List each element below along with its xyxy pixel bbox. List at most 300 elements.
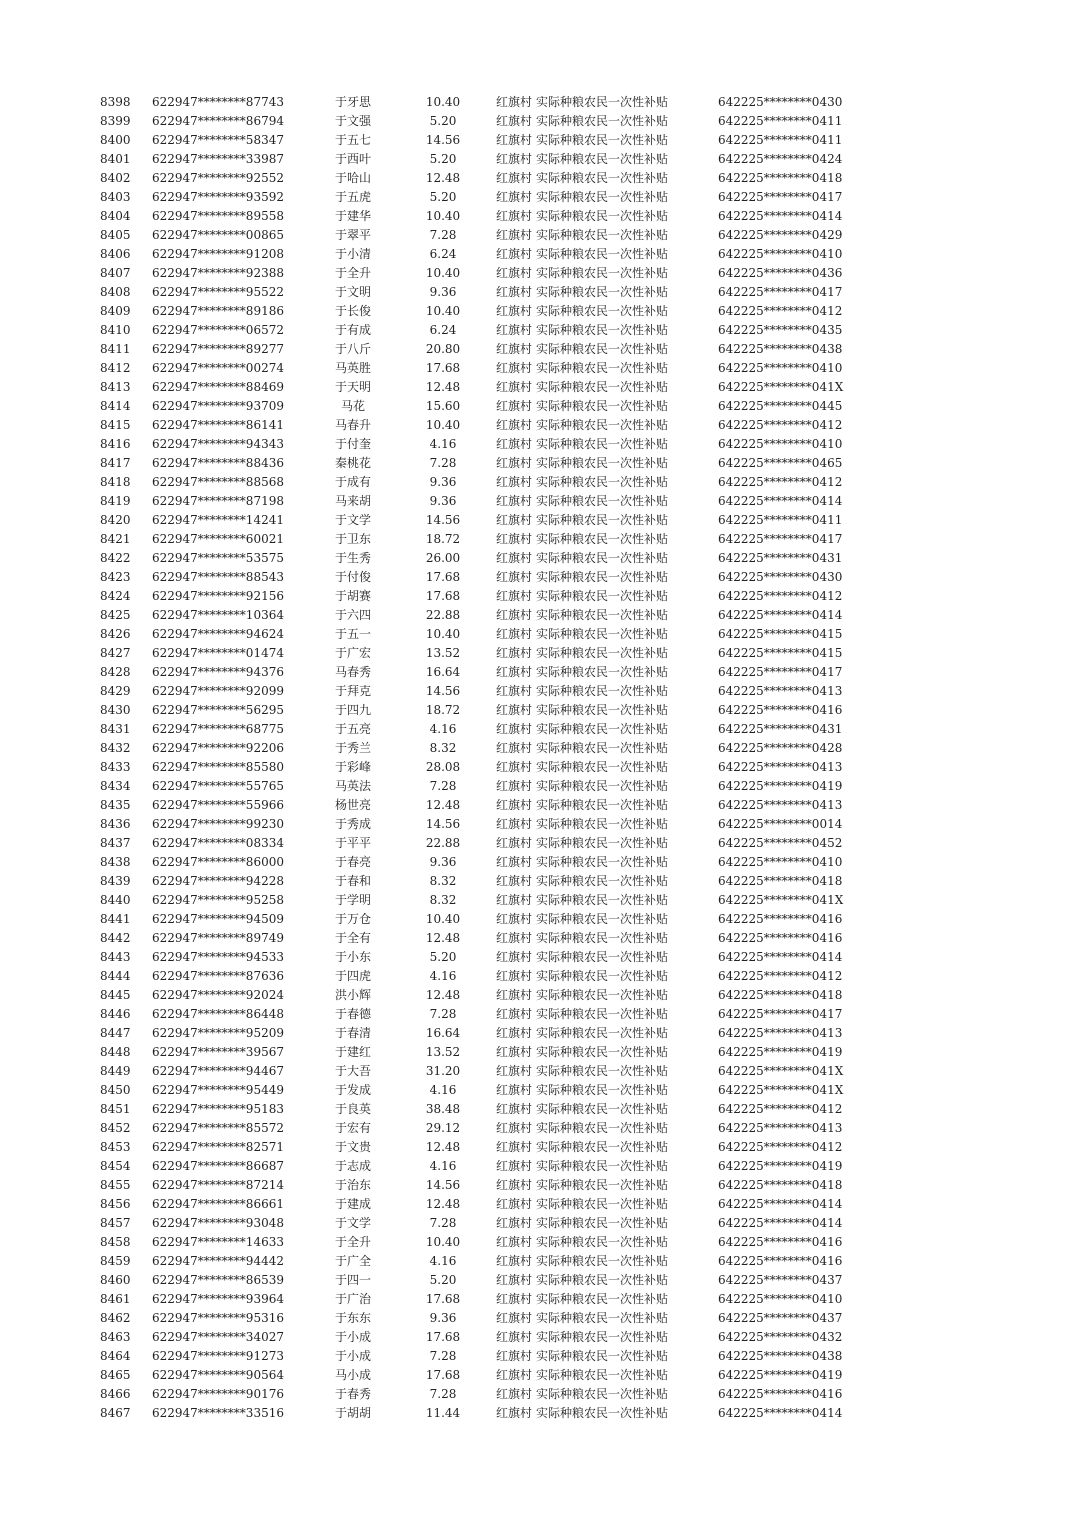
table-row <box>100 1309 858 1328</box>
recipient-name: 于春和 <box>334 874 371 888</box>
id-number: 642225********0429 <box>718 228 843 242</box>
subsidy-amount: 20.80 <box>425 342 461 356</box>
id-number: 642225********0410 <box>718 361 843 375</box>
subsidy-amount: 9.36 <box>429 1311 457 1325</box>
table-row <box>100 663 858 682</box>
id-number: 642225********0431 <box>718 722 843 736</box>
card-number: 622947********60021 <box>152 532 284 546</box>
subsidy-type: 实际种粮农民一次性补贴 <box>536 209 669 223</box>
subsidy-type: 实际种粮农民一次性补贴 <box>536 608 669 622</box>
subsidy-type: 实际种粮农民一次性补贴 <box>536 171 669 185</box>
recipient-name: 于宏有 <box>334 1121 371 1135</box>
village-name: 红旗村 <box>495 703 532 717</box>
table-row <box>100 739 858 758</box>
row-number: 8405 <box>100 228 131 242</box>
table-row <box>100 682 858 701</box>
table-row <box>100 245 858 264</box>
table-row <box>100 606 858 625</box>
subsidy-type: 实际种粮农民一次性补贴 <box>536 1178 669 1192</box>
id-number: 642225********0410 <box>718 437 843 451</box>
table-row <box>100 1328 858 1347</box>
row-number: 8413 <box>100 380 131 394</box>
subsidy-type: 实际种粮农民一次性补贴 <box>536 570 669 584</box>
subsidy-amount: 16.64 <box>425 1026 461 1040</box>
recipient-name: 于文明 <box>334 285 371 299</box>
village-name: 红旗村 <box>495 1026 532 1040</box>
row-number: 8465 <box>100 1368 131 1382</box>
subsidy-type: 实际种粮农民一次性补贴 <box>536 855 669 869</box>
table-row <box>100 378 858 397</box>
row-number: 8427 <box>100 646 131 660</box>
row-number: 8422 <box>100 551 131 565</box>
subsidy-type: 实际种粮农民一次性补贴 <box>536 513 669 527</box>
card-number: 622947********94228 <box>152 874 284 888</box>
village-name: 红旗村 <box>495 1121 532 1135</box>
village-name: 红旗村 <box>495 133 532 147</box>
recipient-name: 于秀成 <box>334 817 371 831</box>
recipient-name: 于春德 <box>334 1007 371 1021</box>
table-row <box>100 321 858 340</box>
row-number: 8440 <box>100 893 131 907</box>
row-number: 8416 <box>100 437 131 451</box>
recipient-name: 于付奎 <box>334 437 371 451</box>
subsidy-type: 实际种粮农民一次性补贴 <box>536 665 669 679</box>
recipient-name: 于胡胡 <box>334 1406 371 1420</box>
subsidy-amount: 12.48 <box>425 988 461 1002</box>
id-number: 642225********0416 <box>718 912 843 926</box>
id-number: 642225********0419 <box>718 779 843 793</box>
row-number: 8448 <box>100 1045 131 1059</box>
village-name: 红旗村 <box>495 494 532 508</box>
table-body <box>100 93 858 1423</box>
village-name: 红旗村 <box>495 266 532 280</box>
recipient-name: 于广宏 <box>334 646 371 660</box>
village-name: 红旗村 <box>495 304 532 318</box>
subsidy-amount: 14.56 <box>425 817 461 831</box>
table-row <box>100 644 858 663</box>
subsidy-type: 实际种粮农民一次性补贴 <box>536 1235 669 1249</box>
card-number: 622947********86539 <box>152 1273 284 1287</box>
subsidy-amount: 8.32 <box>429 874 457 888</box>
row-number: 8439 <box>100 874 131 888</box>
card-number: 622947********92206 <box>152 741 284 755</box>
recipient-name: 于五亮 <box>334 722 371 736</box>
row-number: 8407 <box>100 266 131 280</box>
recipient-name: 于哈山 <box>334 171 371 185</box>
id-number: 642225********0418 <box>718 874 843 888</box>
subsidy-type: 实际种粮农民一次性补贴 <box>536 342 669 356</box>
recipient-name: 马春升 <box>334 418 371 432</box>
card-number: 622947********85580 <box>152 760 284 774</box>
card-number: 622947********95522 <box>152 285 284 299</box>
subsidy-amount: 38.48 <box>425 1102 461 1116</box>
recipient-name: 于长俊 <box>334 304 371 318</box>
subsidy-type: 实际种粮农民一次性补贴 <box>536 1349 669 1363</box>
recipient-name: 于志成 <box>334 1159 371 1173</box>
card-number: 622947********89558 <box>152 209 284 223</box>
card-number: 622947********55765 <box>152 779 284 793</box>
card-number: 622947********94343 <box>152 437 284 451</box>
table-row <box>100 416 858 435</box>
table-row <box>100 530 858 549</box>
table-row <box>100 207 858 226</box>
subsidy-amount: 10.40 <box>425 1235 461 1249</box>
card-number: 622947********86141 <box>152 418 284 432</box>
village-name: 红旗村 <box>495 1045 532 1059</box>
id-number: 642225********0413 <box>718 760 843 774</box>
subsidy-amount: 9.36 <box>429 855 457 869</box>
card-number: 622947********95209 <box>152 1026 284 1040</box>
subsidy-type: 实际种粮农民一次性补贴 <box>536 722 669 736</box>
card-number: 622947********00274 <box>152 361 284 375</box>
row-number: 8466 <box>100 1387 131 1401</box>
subsidy-type: 实际种粮农民一次性补贴 <box>536 1254 669 1268</box>
row-number: 8424 <box>100 589 131 603</box>
village-name: 红旗村 <box>495 209 532 223</box>
id-number: 642225********0410 <box>718 855 843 869</box>
table-row <box>100 701 858 720</box>
recipient-name: 于生秀 <box>334 551 371 565</box>
table-row <box>100 758 858 777</box>
card-number: 622947********06572 <box>152 323 284 337</box>
subsidy-amount: 4.16 <box>429 722 457 736</box>
subsidy-type: 实际种粮农民一次性补贴 <box>536 1064 669 1078</box>
card-number: 622947********86448 <box>152 1007 284 1021</box>
village-name: 红旗村 <box>495 931 532 945</box>
id-number: 642225********0414 <box>718 1197 843 1211</box>
row-number: 8409 <box>100 304 131 318</box>
id-number: 642225********041X <box>718 1064 844 1078</box>
table-row <box>100 1138 858 1157</box>
table-row <box>100 1119 858 1138</box>
subsidy-amount: 7.28 <box>429 1387 457 1401</box>
subsidy-amount: 14.56 <box>425 513 461 527</box>
subsidy-type: 实际种粮农民一次性补贴 <box>536 988 669 1002</box>
recipient-name: 于拜克 <box>334 684 371 698</box>
card-number: 622947********08334 <box>152 836 284 850</box>
card-number: 622947********14241 <box>152 513 284 527</box>
row-number: 8434 <box>100 779 131 793</box>
subsidy-type: 实际种粮农民一次性补贴 <box>536 912 669 926</box>
card-number: 622947********68775 <box>152 722 284 736</box>
subsidy-amount: 22.88 <box>425 608 461 622</box>
id-number: 642225********0417 <box>718 665 843 679</box>
subsidy-amount: 4.16 <box>429 437 457 451</box>
card-number: 622947********88469 <box>152 380 284 394</box>
id-number: 642225********0411 <box>718 513 843 527</box>
row-number: 8418 <box>100 475 131 489</box>
id-number: 642225********0412 <box>718 1140 843 1154</box>
card-number: 622947********92388 <box>152 266 284 280</box>
subsidy-amount: 8.32 <box>429 741 457 755</box>
id-number: 642225********0419 <box>718 1159 843 1173</box>
table-row <box>100 1100 858 1119</box>
recipient-name: 于治东 <box>334 1178 371 1192</box>
row-number: 8437 <box>100 836 131 850</box>
subsidy-table <box>100 93 858 1423</box>
table-row <box>100 492 858 511</box>
row-number: 8458 <box>100 1235 131 1249</box>
subsidy-type: 实际种粮农民一次性补贴 <box>536 741 669 755</box>
village-name: 红旗村 <box>495 874 532 888</box>
card-number: 622947********89277 <box>152 342 284 356</box>
card-number: 622947********34027 <box>152 1330 284 1344</box>
row-number: 8425 <box>100 608 131 622</box>
table-row <box>100 340 858 359</box>
row-number: 8467 <box>100 1406 131 1420</box>
id-number: 642225********0415 <box>718 627 843 641</box>
subsidy-type: 实际种粮农民一次性补贴 <box>536 1368 669 1382</box>
row-number: 8417 <box>100 456 131 470</box>
id-number: 642225********0430 <box>718 95 843 109</box>
subsidy-type: 实际种粮农民一次性补贴 <box>536 1102 669 1116</box>
recipient-name: 马英法 <box>334 779 371 793</box>
village-name: 红旗村 <box>495 836 532 850</box>
village-name: 红旗村 <box>495 551 532 565</box>
id-number: 642225********0413 <box>718 1026 843 1040</box>
row-number: 8462 <box>100 1311 131 1325</box>
village-name: 红旗村 <box>495 285 532 299</box>
card-number: 622947********87214 <box>152 1178 284 1192</box>
recipient-name: 于全升 <box>334 266 371 280</box>
row-number: 8428 <box>100 665 131 679</box>
id-number: 642225********0417 <box>718 532 843 546</box>
subsidy-amount: 9.36 <box>429 494 457 508</box>
subsidy-amount: 10.40 <box>425 209 461 223</box>
subsidy-type: 实际种粮农民一次性补贴 <box>536 380 669 394</box>
table-row <box>100 568 858 587</box>
village-name: 红旗村 <box>495 1387 532 1401</box>
card-number: 622947********92099 <box>152 684 284 698</box>
card-number: 622947********87198 <box>152 494 284 508</box>
card-number: 622947********00865 <box>152 228 284 242</box>
id-number: 642225********0445 <box>718 399 843 413</box>
recipient-name: 于牙思 <box>334 95 371 109</box>
recipient-name: 洪小辉 <box>334 988 371 1002</box>
table-row <box>100 587 858 606</box>
subsidy-type: 实际种粮农民一次性补贴 <box>536 646 669 660</box>
row-number: 8401 <box>100 152 131 166</box>
subsidy-type: 实际种粮农民一次性补贴 <box>536 684 669 698</box>
subsidy-type: 实际种粮农民一次性补贴 <box>536 152 669 166</box>
table-row <box>100 720 858 739</box>
subsidy-type: 实际种粮农民一次性补贴 <box>536 779 669 793</box>
id-number: 642225********0438 <box>718 342 843 356</box>
card-number: 622947********33987 <box>152 152 284 166</box>
recipient-name: 于小成 <box>334 1330 371 1344</box>
village-name: 红旗村 <box>495 1235 532 1249</box>
subsidy-type: 实际种粮农民一次性补贴 <box>536 874 669 888</box>
subsidy-type: 实际种粮农民一次性补贴 <box>536 703 669 717</box>
recipient-name: 于彩峰 <box>334 760 371 774</box>
row-number: 8398 <box>100 95 131 109</box>
table-row <box>100 112 858 131</box>
subsidy-amount: 12.48 <box>425 798 461 812</box>
row-number: 8436 <box>100 817 131 831</box>
recipient-name: 于文贵 <box>334 1140 371 1154</box>
row-number: 8443 <box>100 950 131 964</box>
recipient-name: 于大吾 <box>334 1064 371 1078</box>
subsidy-amount: 7.28 <box>429 1216 457 1230</box>
subsidy-type: 实际种粮农民一次性补贴 <box>536 475 669 489</box>
id-number: 642225********0416 <box>718 1387 843 1401</box>
id-number: 642225********0413 <box>718 798 843 812</box>
subsidy-amount: 13.52 <box>425 1045 461 1059</box>
subsidy-type: 实际种粮农民一次性补贴 <box>536 399 669 413</box>
card-number: 622947********94533 <box>152 950 284 964</box>
table-row <box>100 910 858 929</box>
row-number: 8408 <box>100 285 131 299</box>
table-row <box>100 1214 858 1233</box>
village-name: 红旗村 <box>495 1368 532 1382</box>
table-row <box>100 1043 858 1062</box>
village-name: 红旗村 <box>495 1216 532 1230</box>
village-name: 红旗村 <box>495 1349 532 1363</box>
id-number: 642225********0432 <box>718 1330 843 1344</box>
recipient-name: 于八斤 <box>334 342 371 356</box>
id-number: 642225********0416 <box>718 1254 843 1268</box>
subsidy-type: 实际种粮农民一次性补贴 <box>536 323 669 337</box>
subsidy-amount: 9.36 <box>429 475 457 489</box>
subsidy-type: 实际种粮农民一次性补贴 <box>536 798 669 812</box>
id-number: 642225********0416 <box>718 1235 843 1249</box>
id-number: 642225********0418 <box>718 1178 843 1192</box>
id-number: 642225********0414 <box>718 494 843 508</box>
recipient-name: 于六四 <box>334 608 371 622</box>
village-name: 红旗村 <box>495 513 532 527</box>
row-number: 8410 <box>100 323 131 337</box>
row-number: 8419 <box>100 494 131 508</box>
recipient-name: 于小东 <box>334 950 371 964</box>
card-number: 622947********91208 <box>152 247 284 261</box>
row-number: 8461 <box>100 1292 131 1306</box>
id-number: 642225********0418 <box>718 171 843 185</box>
table-row <box>100 1005 858 1024</box>
recipient-name: 于建红 <box>334 1045 371 1059</box>
village-name: 红旗村 <box>495 171 532 185</box>
row-number: 8411 <box>100 342 131 356</box>
id-number: 642225********0465 <box>718 456 843 470</box>
recipient-name: 于平平 <box>334 836 371 850</box>
table-row <box>100 929 858 948</box>
subsidy-type: 实际种粮农民一次性补贴 <box>536 114 669 128</box>
village-name: 红旗村 <box>495 1273 532 1287</box>
card-number: 622947********92552 <box>152 171 284 185</box>
subsidy-amount: 5.20 <box>429 950 457 964</box>
subsidy-type: 实际种粮农民一次性补贴 <box>536 456 669 470</box>
subsidy-type: 实际种粮农民一次性补贴 <box>536 969 669 983</box>
row-number: 8433 <box>100 760 131 774</box>
table-row <box>100 967 858 986</box>
recipient-name: 于四九 <box>334 703 371 717</box>
recipient-name: 于秀兰 <box>334 741 371 755</box>
subsidy-amount: 12.48 <box>425 171 461 185</box>
card-number: 622947********85572 <box>152 1121 284 1135</box>
card-number: 622947********93048 <box>152 1216 284 1230</box>
id-number: 642225********0411 <box>718 133 843 147</box>
table-row <box>100 777 858 796</box>
village-name: 红旗村 <box>495 1102 532 1116</box>
subsidy-type: 实际种粮农民一次性补贴 <box>536 304 669 318</box>
card-number: 622947********93964 <box>152 1292 284 1306</box>
village-name: 红旗村 <box>495 855 532 869</box>
table-row <box>100 397 858 416</box>
village-name: 红旗村 <box>495 684 532 698</box>
subsidy-amount: 7.28 <box>429 1349 457 1363</box>
table-row <box>100 815 858 834</box>
id-number: 642225********0413 <box>718 1121 843 1135</box>
subsidy-amount: 12.48 <box>425 380 461 394</box>
recipient-name: 于卫东 <box>334 532 371 546</box>
village-name: 红旗村 <box>495 779 532 793</box>
card-number: 622947********95258 <box>152 893 284 907</box>
table-row <box>100 169 858 188</box>
row-number: 8421 <box>100 532 131 546</box>
recipient-name: 于四一 <box>334 1273 371 1287</box>
subsidy-amount: 7.28 <box>429 779 457 793</box>
card-number: 622947********39567 <box>152 1045 284 1059</box>
village-name: 红旗村 <box>495 190 532 204</box>
row-number: 8452 <box>100 1121 131 1135</box>
subsidy-amount: 7.28 <box>429 1007 457 1021</box>
card-number: 622947********89186 <box>152 304 284 318</box>
subsidy-type: 实际种粮农民一次性补贴 <box>536 627 669 641</box>
subsidy-type: 实际种粮农民一次性补贴 <box>536 361 669 375</box>
recipient-name: 于发成 <box>334 1083 371 1097</box>
card-number: 622947********88543 <box>152 570 284 584</box>
id-number: 642225********0412 <box>718 969 843 983</box>
card-number: 622947********93709 <box>152 399 284 413</box>
village-name: 红旗村 <box>495 399 532 413</box>
subsidy-type: 实际种粮农民一次性补贴 <box>536 437 669 451</box>
village-name: 红旗村 <box>495 475 532 489</box>
card-number: 622947********92024 <box>152 988 284 1002</box>
card-number: 622947********87743 <box>152 95 284 109</box>
table-row <box>100 1024 858 1043</box>
village-name: 红旗村 <box>495 760 532 774</box>
id-number: 642225********0412 <box>718 475 843 489</box>
subsidy-type: 实际种粮农民一次性补贴 <box>536 1330 669 1344</box>
row-number: 8445 <box>100 988 131 1002</box>
id-number: 642225********0418 <box>718 988 843 1002</box>
card-number: 622947********94467 <box>152 1064 284 1078</box>
table-row <box>100 1347 858 1366</box>
table-row <box>100 948 858 967</box>
id-number: 642225********0412 <box>718 589 843 603</box>
recipient-name: 于东东 <box>334 1311 371 1325</box>
recipient-name: 于文强 <box>334 114 371 128</box>
subsidy-type: 实际种粮农民一次性补贴 <box>536 1292 669 1306</box>
card-number: 622947********87636 <box>152 969 284 983</box>
village-name: 红旗村 <box>495 437 532 451</box>
recipient-name: 于春亮 <box>334 855 371 869</box>
village-name: 红旗村 <box>495 247 532 261</box>
id-number: 642225********0419 <box>718 1368 843 1382</box>
subsidy-type: 实际种粮农民一次性补贴 <box>536 95 669 109</box>
table-row <box>100 1290 858 1309</box>
row-number: 8441 <box>100 912 131 926</box>
row-number: 8447 <box>100 1026 131 1040</box>
village-name: 红旗村 <box>495 361 532 375</box>
card-number: 622947********88568 <box>152 475 284 489</box>
village-name: 红旗村 <box>495 323 532 337</box>
id-number: 642225********0414 <box>718 1216 843 1230</box>
id-number: 642225********041X <box>718 1083 844 1097</box>
table-row <box>100 1271 858 1290</box>
table-row <box>100 1157 858 1176</box>
card-number: 622947********92156 <box>152 589 284 603</box>
table-row <box>100 853 858 872</box>
